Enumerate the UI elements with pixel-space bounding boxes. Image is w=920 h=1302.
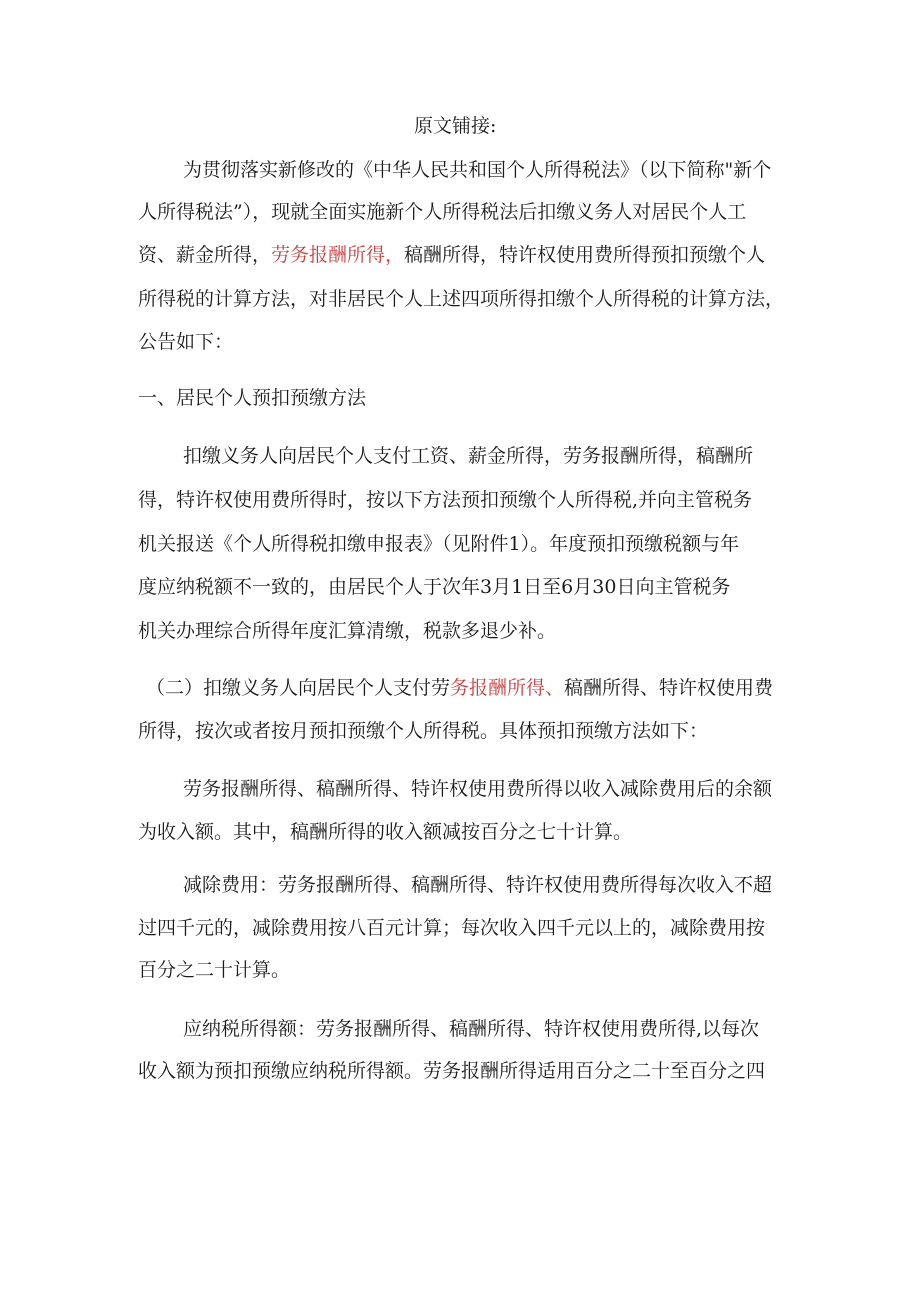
para5-line-1: 应纳税所得额：劳务报酬所得、稿酬所得、特许权使用费所得,以每次 xyxy=(183,1018,760,1040)
highlighted-text: 务报酬所得、 xyxy=(450,677,565,699)
para2-line-1-text-a: （二）扣缴义务人向居民个人支付劳 xyxy=(146,677,451,699)
para1-line-1: 扣缴义务人向居民个人支付工资、薪金所得，劳务报酬所得，稿酬所 xyxy=(183,445,754,467)
section-heading: 一、居民个人预扣预缴方法 xyxy=(138,387,367,409)
document-title: 原文铺接: xyxy=(414,115,497,137)
intro-line-1: 为贯彻落实新修改的《中华人民共和国个人所得税法》（以下简称"新个 xyxy=(183,159,772,181)
para1-line-2: 得，特许权使用费所得时，按以下方法预扣预缴个人所得税,并向主管税务 xyxy=(138,489,753,511)
highlighted-text: 劳务报酬所得， xyxy=(271,244,405,266)
para4-line-3: 百分之二十计算。 xyxy=(138,959,291,981)
para3-line-2: 为收入额。其中，稿酬所得的收入额减按百分之七十计算。 xyxy=(138,821,633,843)
intro-line-3-text-b: 稿酬所得，特许权使用费所得预扣预缴个人 xyxy=(404,244,766,266)
intro-line-3 xyxy=(138,243,765,267)
para5-line-2: 收入额为预扣预缴应纳税所得额。劳务报酬所得适用百分之二十至百分之四 xyxy=(138,1060,766,1082)
para4-line-2: 过四千元的，减除费用按八百元计算；每次收入四千元以上的，减除费用按 xyxy=(138,917,766,939)
para2-line-2: 所得，按次或者按月预扣预缴个人所得税。具体预扣预缴方法如下： xyxy=(138,720,709,742)
para2-line-1 xyxy=(146,676,773,700)
para1-line-3: 机关报送《个人所得税扣缴申报表》（见附件1）。年度预扣预缴税额与年 xyxy=(138,533,740,555)
para2-line-1-text-b: 稿酬所得、特许权使用费 xyxy=(564,677,774,699)
para3-line-1: 劳务报酬所得、稿酬所得、特许权使用费所得以收入减除费用后的余额 xyxy=(183,778,773,800)
intro-line-4: 所得税的计算方法，对非居民个人上述四项所得扣缴个人所得税的计算方法， xyxy=(138,288,785,310)
para1-line-4: 度应纳税额不一致的，由居民个人于次年3月1日至6月30日向主管税务 xyxy=(138,576,731,598)
intro-line-3-text-a: 资、薪金所得， xyxy=(138,244,272,266)
intro-line-2: 人所得税法”），现就全面实施新个人所得税法后扣缴义务人对居民个人工 xyxy=(138,201,747,223)
para1-line-5: 机关办理综合所得年度汇算清缴，税款多退少补。 xyxy=(138,620,557,642)
intro-line-5: 公告如下： xyxy=(138,331,234,353)
para4-line-1: 减除费用：劳务报酬所得、稿酬所得、特许权使用费所得每次收入不超 xyxy=(183,874,773,896)
